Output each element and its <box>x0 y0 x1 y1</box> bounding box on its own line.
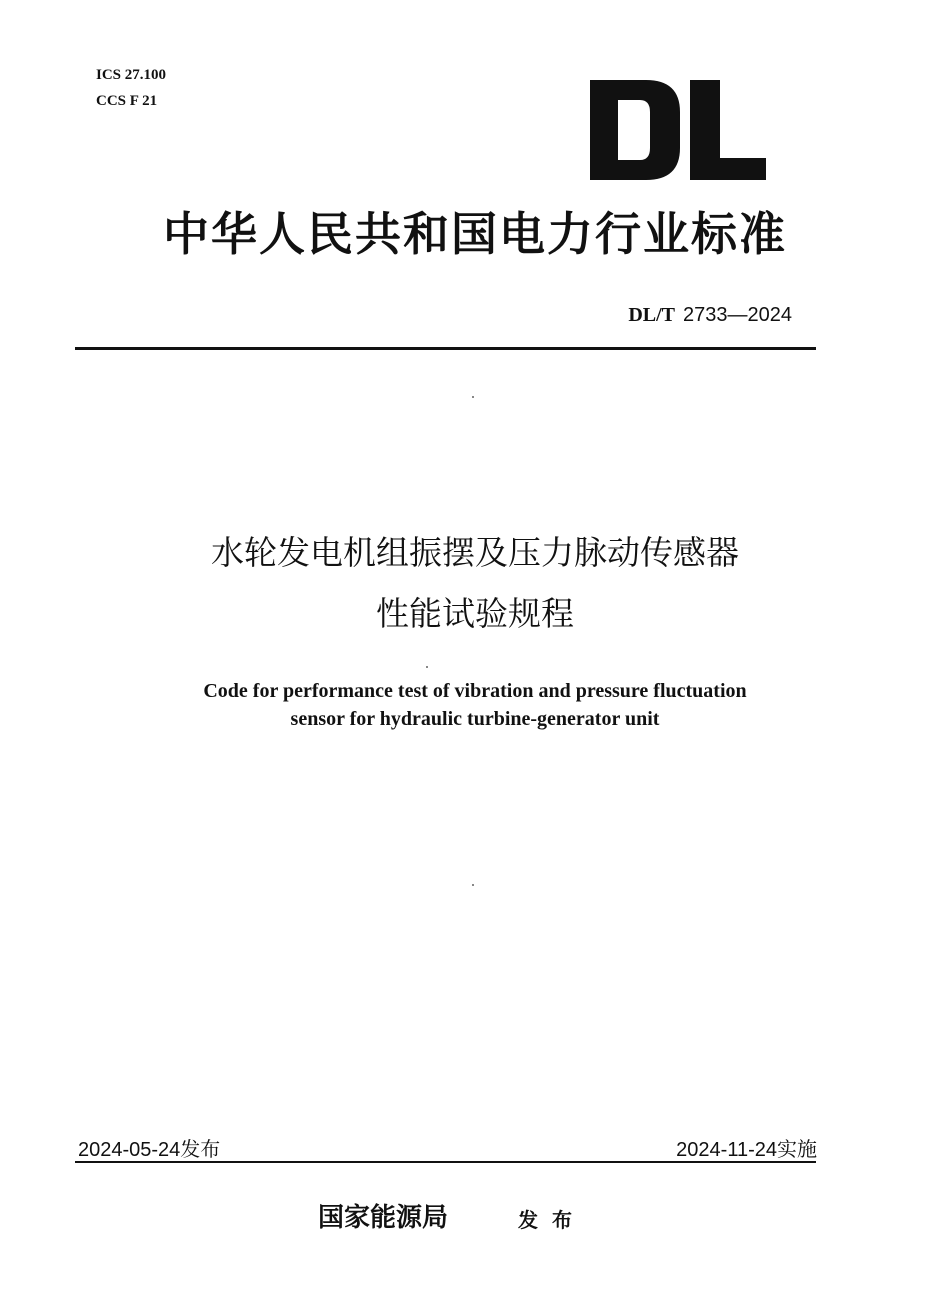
dl-logo-letter-d <box>590 80 680 180</box>
standard-prefix: DL/T <box>628 304 676 326</box>
footer-divider <box>75 1161 816 1163</box>
industry-standard-title: 中华人民共和国电力行业标准 <box>163 207 787 261</box>
standard-number <box>628 304 792 327</box>
english-title-line-2: sensor for hydraulic turbine-generator unit <box>290 708 660 730</box>
scan-speck <box>472 396 474 398</box>
chinese-title-line-2: 性能试验规程 <box>376 594 574 633</box>
scan-speck <box>426 666 428 668</box>
chinese-title-line-1: 水轮发电机组振摆及压力脉动传感器 <box>211 533 739 572</box>
publisher-name: 国家能源局 <box>318 1203 449 1233</box>
standard-code: 2733—2024 <box>683 304 792 326</box>
classification-codes <box>96 62 166 114</box>
implementation-date: 2024-11-24实施 <box>676 1139 817 1161</box>
dl-logo-letter-l <box>690 80 766 180</box>
dl-logo <box>588 76 768 184</box>
ccs-code: CCS F 21 <box>96 93 158 109</box>
english-title-line-1: Code for performance test of vibration and pressure fluctuation <box>203 680 747 702</box>
header-divider <box>75 347 816 350</box>
issue-date: 2024-05-24发布 <box>78 1139 221 1161</box>
ics-code: ICS 27.100 <box>96 67 167 83</box>
scan-speck <box>472 884 474 886</box>
publish-label: 发布 <box>518 1208 586 1232</box>
